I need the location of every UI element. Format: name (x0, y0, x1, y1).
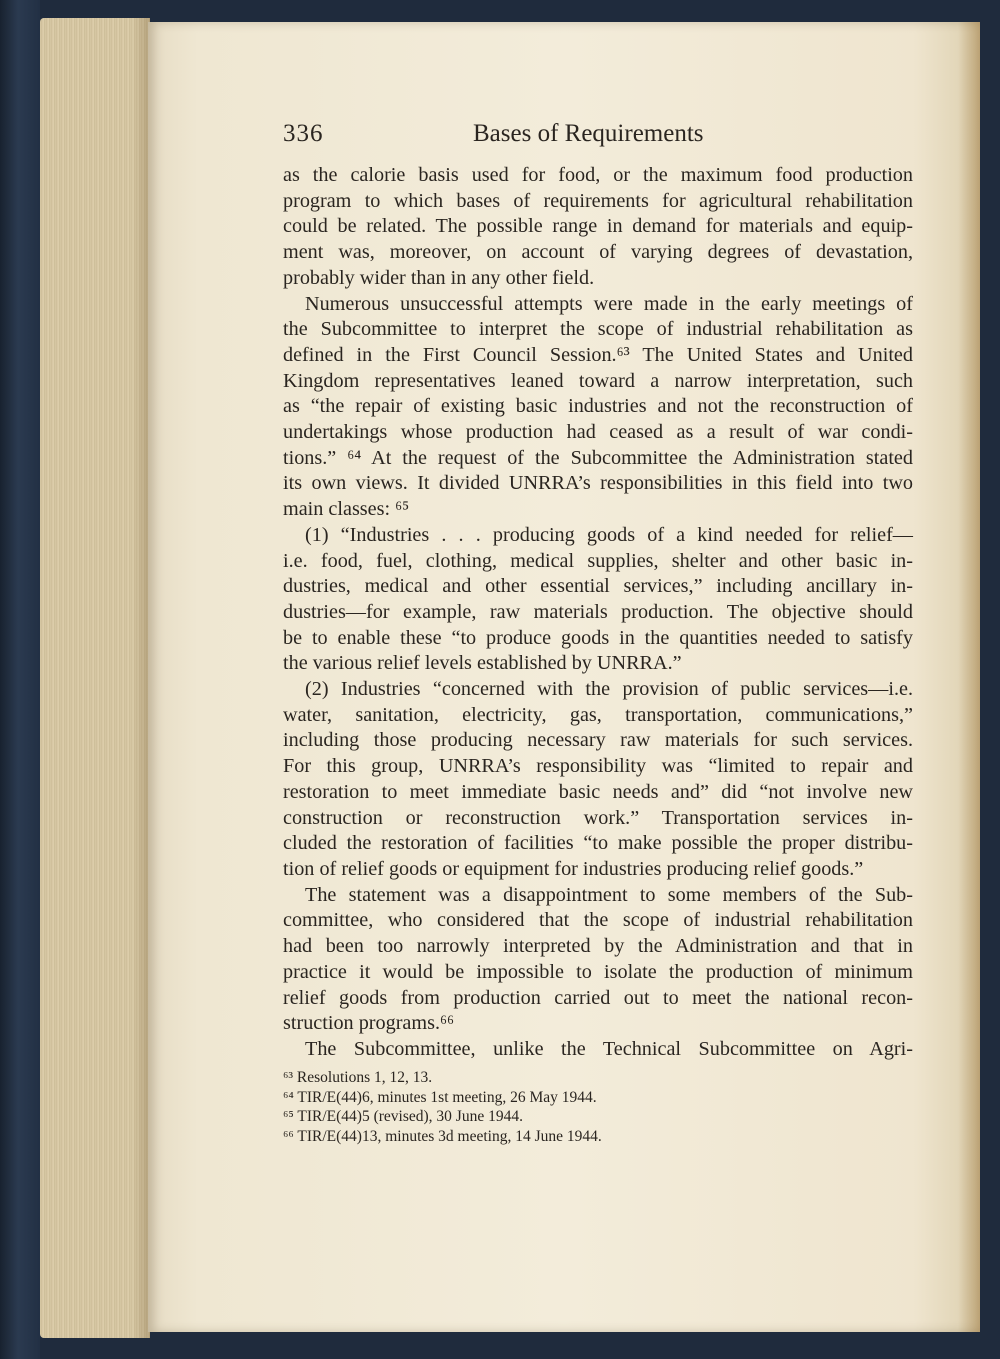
text-line: tions.” ⁶⁴ At the request of the Subcommittee the Administration stated (283, 446, 913, 469)
footnote: ⁶⁵ TIR/E(44)5 (revised), 30 June 1944. (283, 1108, 523, 1125)
text-line: (2) Industries “concerned with the provision of public services—i.e. (305, 678, 913, 701)
text-line: The statement was a disappointment to some members of the Sub- (305, 883, 913, 906)
page-number: 336 (283, 120, 324, 147)
text-line: dustries—for example, raw materials production. The objective should (283, 600, 913, 623)
text-line: as “the repair of existing basic industries and not the reconstruction of (283, 395, 913, 418)
footnote: ⁶⁶ TIR/E(44)13, minutes 3d meeting, 14 June 1944. (283, 1127, 602, 1145)
footnotes (283, 1068, 913, 1146)
text-line: the Subcommittee to interpret the scope of industrial rehabilitation as (283, 318, 913, 341)
footnote: ⁶³ Resolutions 1, 12, 13. (283, 1069, 433, 1086)
running-head (283, 120, 923, 160)
text-line: struction programs.⁶⁶ (283, 1012, 455, 1035)
text-line: main classes: ⁶⁵ (283, 498, 410, 521)
text-line: undertakings whose production had ceased as a result of war condi- (283, 421, 913, 444)
text-line: defined in the First Council Session.⁶³ The United States and United (283, 343, 913, 366)
text-line: had been too narrowly interpreted by the Administration and that in (283, 935, 913, 958)
footnote: ⁶⁴ TIR/E(44)6, minutes 1st meeting, 26 May 1944. (283, 1088, 597, 1106)
text-line: dustries, medical and other essential services,” including ancillary in- (283, 575, 913, 598)
text-line: could be related. The possible range in demand for materials and equip- (283, 215, 913, 238)
text-line: including those producing necessary raw materials for such services. (283, 729, 913, 752)
page-edges (40, 18, 150, 1338)
text-line: ment was, moreover, on account of varying degrees of devastation, (283, 241, 913, 264)
body-text (283, 163, 913, 1063)
page-gutter-shadow (958, 22, 980, 1332)
book-cover-edge (0, 0, 40, 1359)
text-line: relief goods from production carried out to meet the national recon- (283, 986, 913, 1009)
text-line: the various relief levels established by UNRRA.” (283, 652, 682, 675)
text-line: construction or reconstruction work.” Transportation services in- (283, 806, 913, 829)
text-line: restoration to meet immediate basic needs and” did “not involve new (283, 780, 913, 803)
text-line: The Subcommittee, unlike the Technical Subcommittee on Agri- (305, 1037, 913, 1060)
text-line: as the calorie basis used for food, or the maximum food production (283, 164, 913, 186)
text-line: practice it would be impossible to isolate the production of minimum (283, 960, 913, 983)
text-line: committee, who considered that the scope of industrial rehabilitation (283, 909, 913, 932)
text-line: (1) “Industries . . . producing goods of a kind needed for relief— (305, 523, 913, 546)
text-line: probably wider than in any other field. (283, 266, 595, 289)
text-line: For this group, UNRRA’s responsibility was “limited to repair and (283, 755, 913, 778)
text-line: i.e. food, fuel, clothing, medical supplies, shelter and other basic in- (283, 549, 913, 572)
text-line: tion of relief goods or equipment for industries producing relief goods.” (283, 857, 864, 880)
text-line: water, sanitation, electricity, gas, transportation, communications,” (283, 703, 913, 726)
text-line: cluded the restoration of facilities “to make possible the proper distribu- (283, 832, 913, 855)
text-line: program to which bases of requirements for agricultural rehabilitation (283, 189, 913, 212)
text-line: Numerous unsuccessful attempts were made in the early meetings of (305, 292, 913, 315)
text-line: Kingdom representatives leaned toward a narrow interpretation, such (283, 369, 913, 392)
running-head-title: Bases of Requirements (473, 120, 704, 147)
text-line: be to enable these “to produce goods in the quantities needed to satisfy (283, 626, 913, 649)
text-line: its own views. It divided UNRRA’s responsibilities in this field into two (283, 472, 913, 495)
